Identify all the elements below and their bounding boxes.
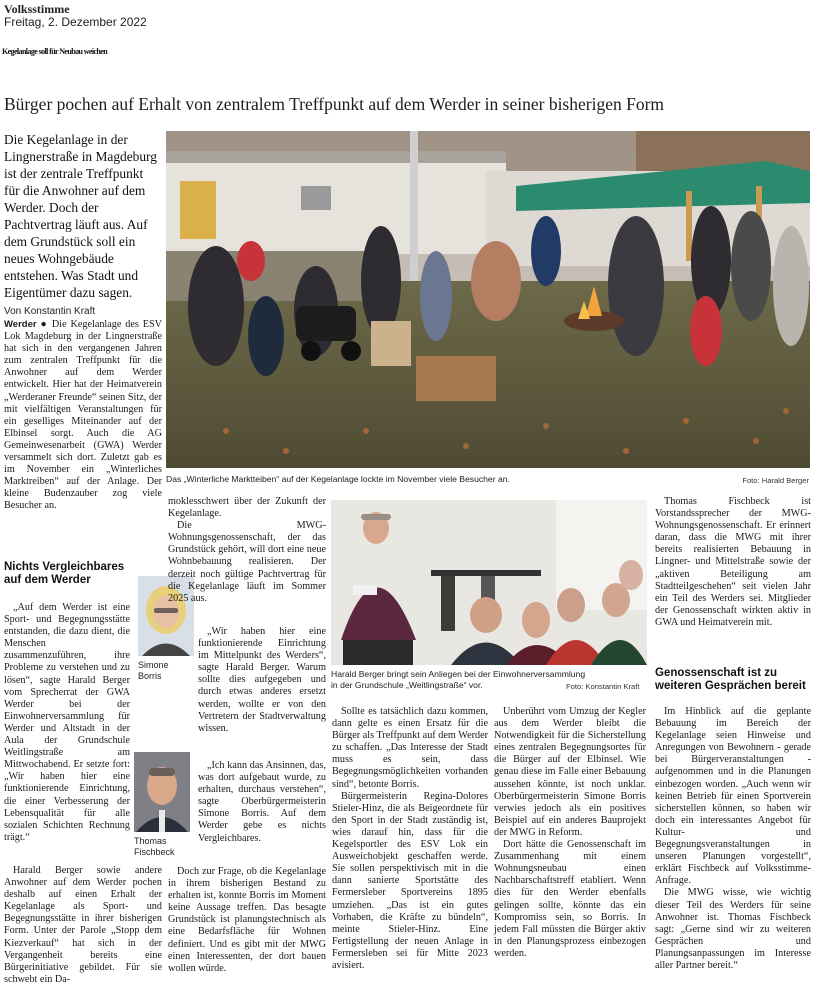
second-photo-assembly (331, 500, 647, 665)
column-5-b (655, 706, 811, 972)
col1-paragraph-3: Harald Berger sowie andere Anwohner auf dem Werder pochen deshalb auf einen Erhalt der Kegelanlage als Sport- und Begegnungsstätte in ihrer bisherigen Form. Unter der Parole „Stopp dem Kiezverkauf“ hat sich in der Vergangenheit bereits eine Bürgerinitiative gebildet. Für sie schwebt ein Da- (4, 865, 162, 985)
col4-paragraph-2: Dort hätte die Genossenschaft im Zusammenhang mit einem Wohnungsneubau einen Nachbarschaftstreff etabliert. Wenn dies für den Werder ebenfalls gelingen sollte, könnte das ein Kompromiss sein, so Borris. In jedem Fall müssten die Bürger aktiv in den Planungsprozess einbezogen werden. (494, 839, 646, 959)
col4-paragraph-1: Unberührt vom Umzug der Kegler aus dem Werder bleibt die Notwendigkeit für die Sicherstellung eines zentralen Begegnungsortes für die Bürger auf der Elbinsel. Wie genau diese im Falle einer Bebauung aussehen könnte, ist noch unklar. Oberbürgermeisterin Simone Borris verwies jedoch als ein positives Beispiel auf ein anderes Bauprojekt der MWG in Reform. (494, 706, 646, 838)
column-2-a (168, 496, 326, 605)
col1-paragraph-2: „Auf dem Werder ist eine Sport- und Begegnungsstätte entstanden, die dazu dient, die Menschen zusammenzuführen, ihre Probleme zu verstehen und zu lösen“, sagte Harald Berger vom Sprecherrat der GWA Werder bei der Einwohnerversammlung für Werder und Altstadt in der Aula der Grundschule Weitlingstraße am Mittwochabend. Er setzte fort: „Wir haben hier eine funktionierende Einrichtung, die einer Verbesserung der Lebensqualität für alle sozialen Schichten Rechnung trägt.“ (4, 602, 130, 843)
teaser: Die Kegelanlage in der Lingnerstraße in Magdeburg ist der zentrale Treffpunkt für die Anwohner auf dem Werder. Doch der Pachtvertrag läuft aus. Auf dem Grundstück soll ein neues Wohngebäude entstehen. Was Stadt und Eigentümer dazu sagen. (4, 132, 157, 300)
column-3 (332, 706, 488, 972)
col2-paragraph-4: „Ich kann das Ansinnen, das, was dort aufgebaut wurde, zu erhalten, durchaus verstehen“, sagte Oberbürgermeisterin Simone Borris. Auf dem Werder gebe es nichts Vergleichbares. (198, 760, 326, 844)
column-4 (494, 706, 646, 960)
col5-paragraph-1: Thomas Fischbeck ist Vorstandssprecher der MWG-Wohnungsgenossenschaft. Er erinnert daran, dass die MWG mit ihrer bereits realisierten Bebauung in Lingner- und Mittelstraße sowie der „aktiven Beteiligung am Stadtteilgeschehen“ seit vielen Jahr ein Teil des Werders sei. Mitglieder der Genossenschaft wirkten aktiv in GWA und Heimatverein mit. (655, 496, 811, 628)
subheadline: Bürger pochen auf Erhalt von zentralem Treffpunkt auf dem Werder in seiner bisherigen Form (4, 94, 665, 114)
portrait-thomas-fischbeck (134, 752, 190, 832)
issue-date: Freitag, 2. Dezember 2022 (4, 15, 147, 29)
col2-paragraph-5: Doch zur Frage, ob die Kegelanlage in ihrem bisherigen Bestand zu erhalten ist, konnte Borris im Moment keine Aussage treffen. Das besagte Grundstück ist planungstechnisch als eine Bedarfsfläche für Wohnen definiert. Und es gibt mit der MWG einen Interessenten, der dort bauen wollen würde. (168, 866, 326, 974)
dateline: Werder (4, 319, 37, 330)
portrait-2-name: Thomas Fischbeck (134, 836, 175, 857)
second-photo-illustration (331, 500, 647, 665)
column-1-body-a (4, 602, 130, 844)
column-2-d (168, 866, 326, 975)
col3-paragraph-2: Bürgermeisterin Regina-Dolores Stieler-Hinz, die als Beigeordnete für den Sport in der Stadt zuständig ist, wies darauf hin, dass für die Kegelsportler des ESV Lok ein Ausweichobjekt geschaffen werde. Sie sollen perspektivisch mit in die dann sanierte Sportstätte des Fermersleber Sportvereins 1895 umziehen. „Das ist ein gutes Vorhaben, die Kräfte zu bündeln“, meinte Stieler-Hinz. Eine Fertigstellung der neuen Anlage in Fermersleben sei für Mitte 2023 avisiert. (332, 790, 488, 971)
col2-paragraph-1: moklesschwert über der Zukunft der Kegelanlage. (168, 496, 326, 520)
subtitle-genossenschaft: Genossenschaft ist zu weiteren Gesprächen bereit (655, 667, 806, 692)
col2-paragraph-2: Die MWG-Wohnungsgenossenschaft, der das Grundstück gehört, will dort eine neue Wohnbebauung realisieren. Der derzeit noch gültige Pachtvertrag für die Kegelanlage läuft im Sommer 2025 aus. (168, 520, 326, 604)
column-1-intro (4, 319, 162, 513)
main-photo-illustration (166, 131, 810, 468)
col3-paragraph-1: Sollte es tatsächlich dazu kommen, dann gelte es einen Ersatz für die Bürger als Treffpunkt auf dem Werder zu schaffen. „Das Interesse der Stadt muss es sein, dass Begegnungsmöglichkeiten vorhanden sind“, betonte Borris. (332, 706, 488, 790)
newspaper-name: Volksstimme (4, 2, 70, 16)
main-photo-credit: Foto: Harald Berger (742, 476, 809, 485)
author-byline: Von Konstantin Kraft (4, 306, 96, 317)
subtitle-nichts-vergleichbares: Nichts Vergleichbares auf dem Werder (4, 561, 125, 586)
column-1-body-b (4, 865, 162, 986)
main-photo-caption: Das „Winterliche Marktteiben“ auf der Kegelanlage lockte im November viele Besucher an. (166, 474, 510, 484)
dateline-bullet: ● (40, 319, 48, 330)
second-photo-credit: Foto: Konstantin Kraft (566, 682, 640, 691)
second-photo-caption: Harald Berger bringt sein Anliegen bei der Einwohnerversammlung in der Grundschule „Weitlingstraße“ vor. (331, 669, 586, 690)
column-2-b (198, 626, 326, 735)
headline: Kegelanlage soll für Neubau weichen (2, 47, 108, 56)
col5-paragraph-3: Die MWG wisse, wie wichtig dieser Teil des Werders für seine Anwohner ist. Thomas Fischbeck sagt: „Gerne sind wir zu weiteren Gesprächen und Planungsanpassungen im Interesse aller Partner bereit.“ (655, 887, 811, 971)
column-5-a (655, 496, 811, 629)
portrait-2-illustration (134, 752, 190, 832)
column-2-c (198, 760, 326, 845)
main-photo-market (166, 131, 810, 468)
col5-paragraph-2: Im Hinblick auf die geplante Bebauung im Bereich der Kegelanlage seien Hinweise und Anregungen von Bewohnern - gerade bei Bürgerveranstaltungen - aufgenommen und in die Planungen einbezogen worden. „Auch wenn wir keinen Betrieb für einen Sportverein sicherstellen können, so haben wir doch ein interessantes Angebot für Kultur- und Begegnungsveranstaltungen in unseren Planungen vorgestellt“, erklärt Fischbeck auf Volksstimme-Anfrage. (655, 706, 811, 887)
col2-paragraph-3: „Wir haben hier eine funktionierende Einrichtung im Mittelpunkt des Werders“, sagte Harald Berger. Warum sollte dies aufgegeben und durch etwas anderes ersetzt werden, wollte er von den Vertretern der Stadtverwaltung wissen. (198, 626, 326, 734)
portrait-1-name: Simone Borris (138, 660, 169, 681)
intro-text: Die Kegelanlage des ESV Lok Magdeburg in der Lingnerstraße hat sich in den vergangenen Jahren zum zentralen Treffpunkt für die Anwohner auf dem Werder entwickelt. Hier hat der Heimatverein „Werderaner Freunde“ seinen Sitz, der mit vielfältigen Veranstaltungen für ein geselliges Miteinander auf der Elbinsel sorgt. Auch die AG Gemeinwesenarbeit (GWA) Werder versammelt sich dort. Zuletzt gab es im November ein „Winterliches Marktreiben“ auf der Anlage. Der kleine Budenzauber zog viele Besucher an. (4, 319, 163, 512)
